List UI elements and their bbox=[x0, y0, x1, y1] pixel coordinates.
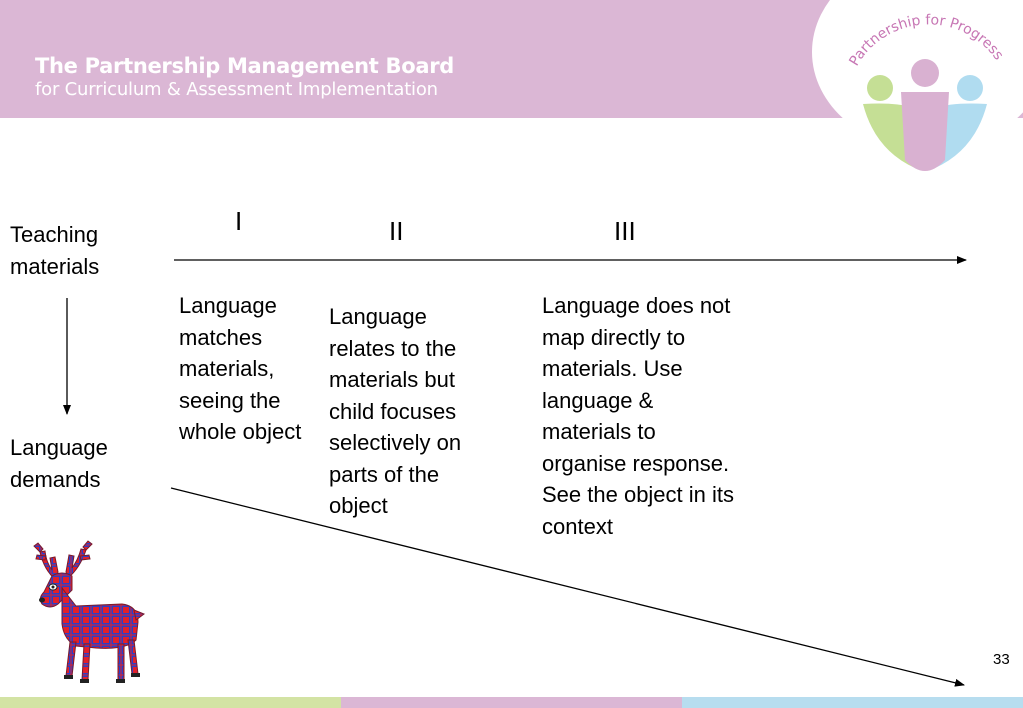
footer-stripe-blue bbox=[682, 697, 1023, 708]
org-title: The Partnership Management Board bbox=[35, 54, 455, 78]
stage-numeral-3: III bbox=[614, 216, 636, 246]
stage-1-description: Language matches materials, seeing the whole object bbox=[179, 293, 302, 444]
axis-label-teaching-materials: Teaching materials bbox=[10, 222, 100, 279]
slide-number: 33 bbox=[993, 651, 1010, 668]
stage-3-description: Language does not map directly to materials. Use language & materials to organise response. See the object in its context bbox=[542, 293, 735, 539]
logo-text: Partnership for Progress bbox=[846, 12, 1007, 69]
stage-2-description: Language relates to the materials but child focuses selectively on parts of the object bbox=[329, 304, 462, 518]
stage-numeral-2: II bbox=[389, 216, 404, 246]
stage-numeral-1: I bbox=[235, 206, 243, 236]
reindeer-icon bbox=[26, 540, 148, 690]
footer-stripe-pink bbox=[341, 697, 682, 708]
axis-label-language-demands: Language demands bbox=[10, 435, 108, 492]
org-subtitle: for Curriculum & Assessment Implementation bbox=[35, 79, 438, 100]
footer-stripe-green bbox=[0, 697, 341, 708]
